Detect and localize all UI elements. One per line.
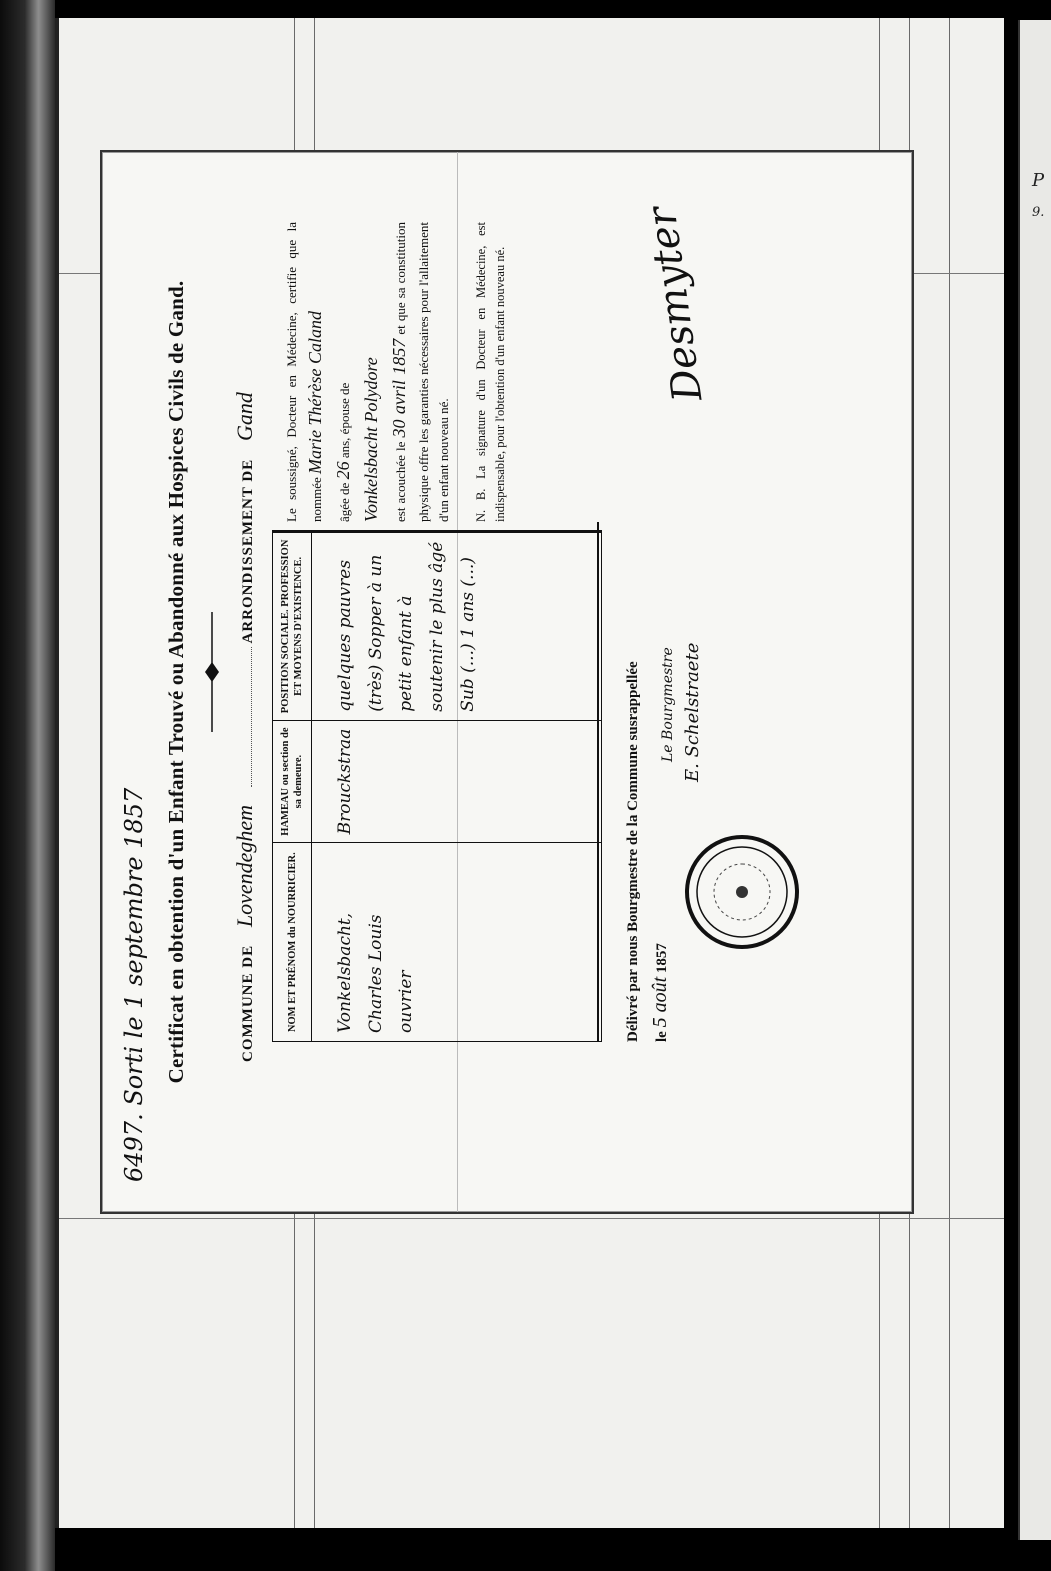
cell-position: quelques pauvres (très) Sopper à un petit enfant à soutenir le plus âgé Sub (...) 1 ans (...) [312,533,602,721]
ornament-icon [202,612,222,732]
reference-note: 6497. Sorti le 1 septembre 1857 [120,787,148,1182]
woman-name: Marie Thérèse Caland [305,311,326,474]
arrondissement-label: ARRONDISSEMENT DE [240,458,256,644]
seal-icon [682,832,802,952]
divider-rule [272,531,602,533]
register-row-rule [59,1218,1004,1219]
delivered-date: 30 avril 1857 [388,338,409,438]
header-position: POSITION SOCIALE. PROFESSION ET MOYENS D'EXISTENCE. [273,533,312,721]
delivery-le: le [653,1031,670,1042]
cell-name: Vonkelsbacht, Charles Louis ouvrier [312,843,602,1042]
delivery-date: 5 août [648,976,671,1028]
statement-rest: et que sa constitution physique offre les garanties nécessaires pour l'allaitement d'un enfant nouveau né. [392,221,451,522]
table-row [312,533,602,1042]
delivered-prefix: est acouchée le [392,441,408,522]
header-name: NOM ET PRÉNOM du NOURRICIER. [273,843,312,1042]
bourgmestre-signature: E. Schelstraete [682,642,703,782]
age-suffix: ans, épouse de [337,382,353,459]
certificate-content [112,162,902,1202]
husband-name: Vonkelsbacht Polydore [360,357,381,522]
doctor-statement [282,222,511,522]
binding-edge [0,0,55,1571]
nourricier-table [272,532,602,1042]
certificate-sheet [100,150,914,1214]
delivery-line: Délivré par nous Bourgmestre de la Commune susrappellée [625,661,641,1042]
bourgmestre-title: Le Bourgmestre [660,647,676,762]
facing-page-text: 9. [1032,205,1045,220]
divider-rule [597,522,599,1042]
facing-page-text: P [1032,170,1045,191]
register-column-rule [949,18,950,1528]
age-value: 26 [333,461,354,480]
facing-page-edge [1018,20,1051,1540]
commune-value: Lovendeghem [232,804,257,928]
delivery-block [622,542,675,1042]
commune-label: COMMUNE DE [240,944,256,1062]
statement-intro: Le soussigné, Docteur en Médecine, certifie que la nommée [284,222,325,522]
nota-bene: N. B. La signature d'un Docteur en Médecine, est indispensable, pour l'obtention d'un enfant nouveau né. [473,222,508,522]
dotted-fill [251,647,252,787]
arrondissement-value: Gand [232,392,257,442]
delivery-year: 1857 [653,943,670,974]
commune-line [232,302,262,1062]
cell-hameau: Brouckstraa [312,720,602,843]
age-prefix: âgée de [337,482,353,522]
header-hameau: HAMEAU ou section de sa demeure. [273,720,312,843]
certificate-title: Certificat en obtention d'un Enfant Trouvé ou Abandonné aux Hospices Civils de Gand. [164,280,188,1084]
doctor-signature: Desmyter [638,204,712,405]
